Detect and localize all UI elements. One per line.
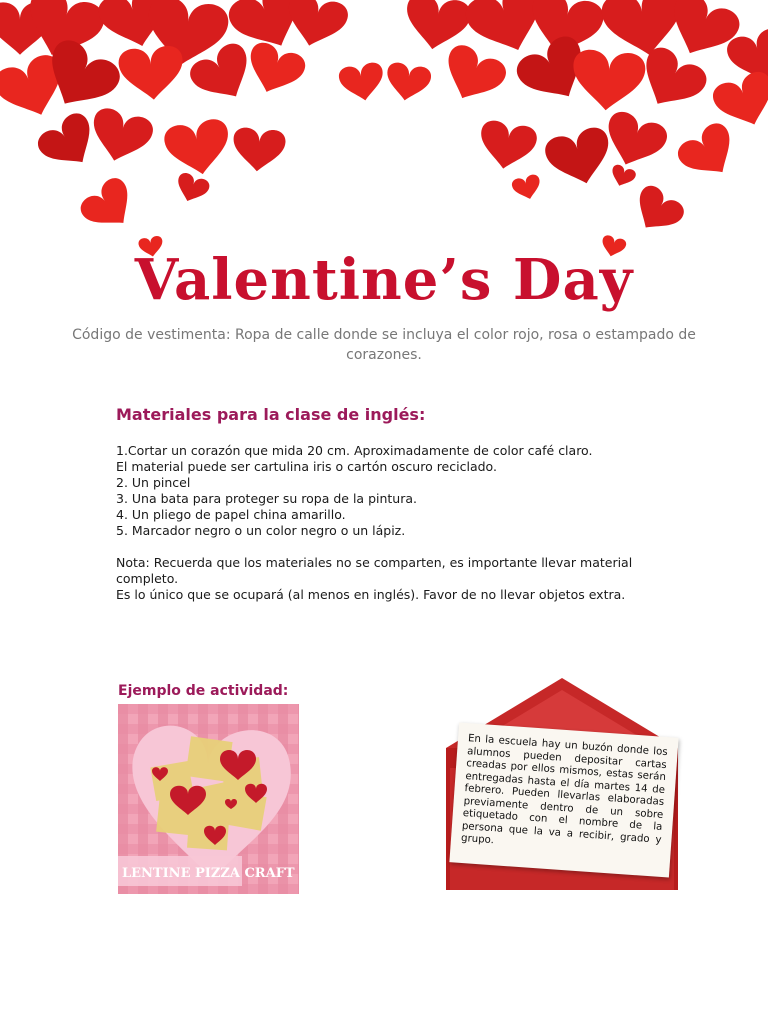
- example-heading: Ejemplo de actividad:: [118, 683, 289, 699]
- materials-item: 4. Un pliego de papel china amarillo.: [116, 507, 346, 522]
- materials-item: 1.Cortar un corazón que mida 20 cm. Aproximadamente de color café claro.: [116, 443, 593, 458]
- hearts-banner: [0, 0, 768, 270]
- materials-item: 2. Un pincel: [116, 475, 191, 490]
- materials-heading: Materiales para la clase de inglés:: [116, 405, 426, 424]
- dress-code-text: Código de vestimenta: Ropa de calle donde se incluya el color rojo, rosa o estampado de corazones.: [72, 327, 696, 363]
- materials-item: 3. Una bata para proteger su ropa de la pintura.: [116, 491, 417, 506]
- materials-note: Nota: Recuerda que los materiales no se comparten, es importante llevar material completo.: [116, 555, 633, 586]
- materials-item: El material puede ser cartulina iris o cartón oscuro reciclado.: [116, 459, 497, 474]
- spacer: [116, 539, 636, 555]
- materials-list: [116, 443, 636, 603]
- mailbox-note-text: En la escuela hay un buzón donde los alumnos pueden depositar cartas creadas por ellos mismos, estas serán entregadas hasta el día martes 14 de febrero. Pueden llevarlas elaboradas previamente dentro de un sobre etiquetado con el nombre de la persona que la va a recibir, grado y grupo.: [460, 733, 668, 847]
- materials-item: 5. Marcador negro o un color negro o un lápiz.: [116, 523, 406, 538]
- mailbox-note-card: [449, 722, 678, 877]
- materials-note: Es lo único que se ocupará (al menos en inglés). Favor de no llevar objetos extra.: [116, 587, 626, 602]
- craft-photo-caption: LENTINE PIZZA CRAFT: [122, 866, 295, 881]
- craft-example-photo: [118, 704, 299, 894]
- page-title: Valentine’s Day: [134, 247, 634, 313]
